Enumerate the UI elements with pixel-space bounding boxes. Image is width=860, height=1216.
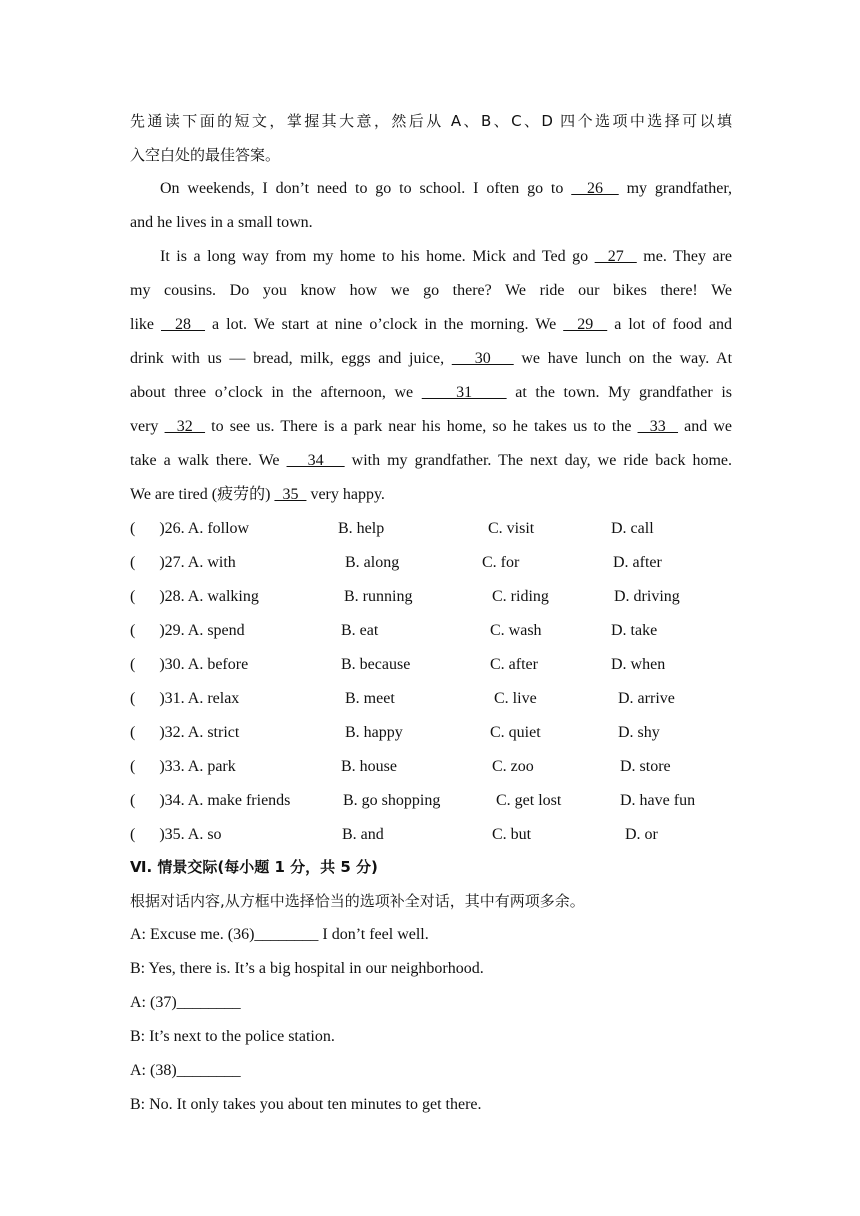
dialogue-line: B: No. It only takes you about ten minutes to get there. [130, 1096, 482, 1113]
option-b: B. along [345, 554, 400, 571]
dialogue-line-37: A: (37)________ [130, 994, 241, 1011]
option-b: B. house [341, 758, 397, 775]
passage-line-3: It is a long way from my home to his home. Mick and Ted go 27 me. They are [160, 248, 733, 265]
option-c: C. after [490, 656, 538, 673]
blank-26: 26 [571, 180, 619, 197]
passage-line-2: and he lives in a small town. [130, 214, 313, 231]
instruction-line-2: 入空白处的最佳答案。 [130, 146, 281, 164]
passage-line-4: my cousins. Do you know how we go there? We ride our bikes there! We [130, 282, 732, 299]
option-b: B. and [342, 826, 384, 843]
option-c: C. zoo [492, 758, 534, 775]
blank-31: 31 [421, 384, 507, 401]
option-c: C. for [482, 554, 520, 571]
option-d: D. driving [614, 588, 680, 605]
passage-line-9: take a walk there. We 34 with my grandfather. The next day, we ride back home. [130, 452, 733, 469]
blank-35: 35 [274, 486, 307, 503]
option-c: C. but [492, 826, 532, 843]
option-c: C. live [494, 690, 537, 707]
instruction-line-1: 先通读下面的短文，掌握其大意，然后从 A、B、C、D 四个选项中选择可以填 [130, 112, 732, 130]
question-number: ( )35. A. so [130, 826, 222, 843]
option-d: D. store [620, 758, 671, 775]
question-number: ( )31. A. relax [130, 690, 240, 707]
option-d: D. shy [618, 724, 660, 741]
passage-line-7: about three o’clock in the afternoon, we 31 at the town. My grandfather is [130, 384, 733, 401]
option-b: B. meet [345, 690, 395, 707]
option-b: B. running [344, 588, 413, 605]
blank-30: 30 [451, 350, 514, 367]
dialogue-line: B: It’s next to the police station. [130, 1028, 335, 1045]
passage-line-8: very 32 to see us. There is a park near his home, so he takes us to the 33 and we [130, 418, 733, 435]
passage-line-10: We are tired (疲劳的) 35 very happy. [130, 486, 385, 503]
blank-29: 29 [563, 316, 608, 333]
option-d: D. or [625, 826, 658, 843]
passage-line-1: On weekends, I don’t need to go to school. I often go to 26 my grandfather, [160, 180, 733, 197]
blank-34: 34 [286, 452, 345, 469]
blank-32: 32 [164, 418, 206, 435]
option-d: D. take [611, 622, 658, 639]
blank-33: 33 [637, 418, 679, 435]
question-number: ( )30. A. before [130, 656, 249, 673]
option-d: D. call [611, 520, 654, 537]
question-number: ( )28. A. walking [130, 588, 259, 605]
passage-line-5: like 28 a lot. We start at nine o’clock in the morning. We 29 a lot of food and [130, 316, 733, 333]
option-c: C. riding [492, 588, 549, 605]
option-d: D. after [613, 554, 662, 571]
option-b: B. help [338, 520, 385, 537]
question-number: ( )29. A. spend [130, 622, 245, 639]
option-c: C. get lost [496, 792, 562, 809]
question-number: ( )32. A. strict [130, 724, 240, 741]
section-instruction: 根据对话内容,从方框中选择恰当的选项补全对话，其中有两项多余。 [130, 892, 585, 910]
option-c: C. wash [490, 622, 542, 639]
option-d: D. have fun [620, 792, 696, 809]
option-d: D. when [611, 656, 666, 673]
option-c: C. quiet [490, 724, 541, 741]
question-number: ( )33. A. park [130, 758, 236, 775]
option-b: B. because [341, 656, 411, 673]
dialogue-line-38: A: (38)________ [130, 1062, 241, 1079]
option-d: D. arrive [618, 690, 675, 707]
option-c: C. visit [488, 520, 535, 537]
option-b: B. happy [345, 724, 403, 741]
dialogue-line: B: Yes, there is. It’s a big hospital in our neighborhood. [130, 960, 484, 977]
section-heading: Ⅵ. 情景交际(每小题 1 分，共 5 分) [130, 858, 378, 876]
passage-line-6: drink with us — bread, milk, eggs and juice, 30 we have lunch on the way. At [130, 350, 733, 367]
question-number: ( )27. A. with [130, 554, 236, 571]
blank-28: 28 [161, 316, 206, 333]
blank-27: 27 [594, 248, 637, 265]
dialogue-line-36: A: Excuse me. (36)________ I don’t feel well. [130, 926, 429, 943]
question-number: ( )34. A. make friends [130, 792, 291, 809]
option-b: B. go shopping [343, 792, 441, 809]
question-number: ( )26. A. follow [130, 520, 250, 537]
option-b: B. eat [341, 622, 379, 639]
